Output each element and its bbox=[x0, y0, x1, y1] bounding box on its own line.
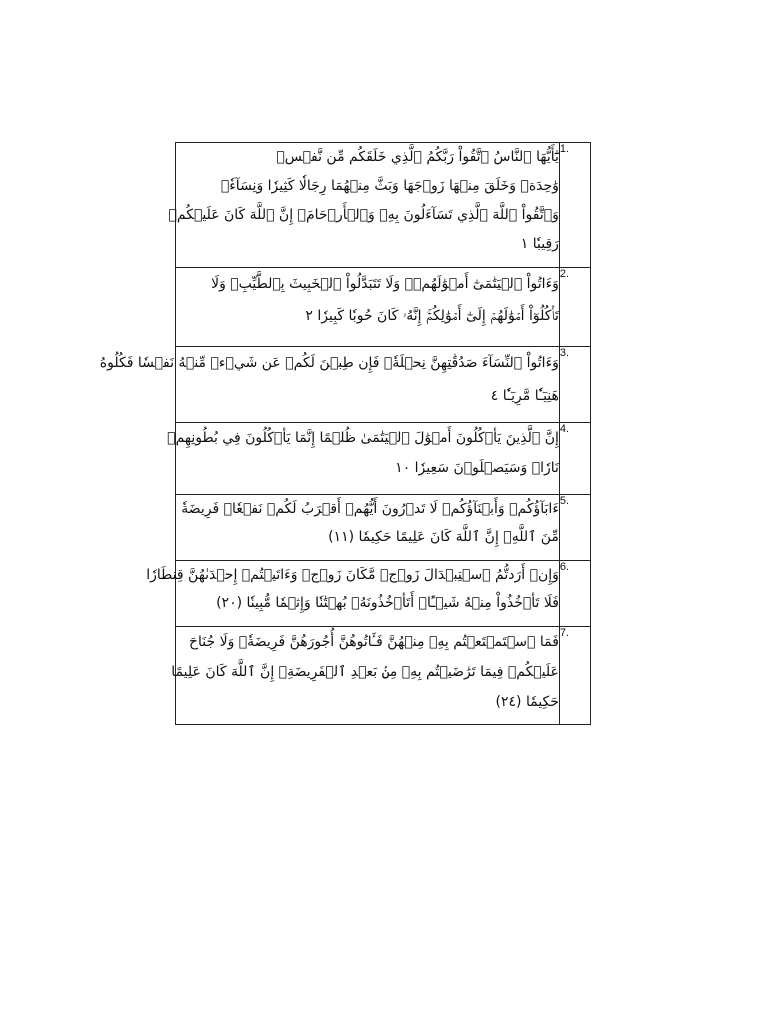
verse-row bbox=[176, 347, 591, 423]
verse-text-cell bbox=[99, 347, 560, 423]
verse-number-cell bbox=[559, 495, 590, 561]
verse-row bbox=[176, 143, 591, 268]
verse-number: 2. bbox=[559, 268, 570, 280]
verse-line: وَٰحِدَةٖ وَخَلَقَ مِنۡهَا زَوۡجَهَا وَبَثَّ مِنۡهُمَا رِجَالٗا كَثِيرٗا وَنِسَآءٗۚ bbox=[220, 178, 559, 194]
verse-text-cell bbox=[168, 143, 560, 268]
verse-table-body bbox=[99, 143, 591, 725]
verse-line: تَأۡكُلُوٓاْ أَمۡوَٰلَهُمۡ إِلَىٰٓ أَمۡوَٰلِكُمۡۚ إِنَّهُۥ كَانَ حُوبٗا كَبِيرٗا ٢ bbox=[305, 308, 559, 324]
verse-number: 4. bbox=[559, 423, 570, 435]
verse-text-cell bbox=[176, 495, 560, 561]
verse-line: رَقِيبٗا ١ bbox=[520, 236, 559, 252]
verse-line: وَإِنۡ أَرَدتُّمُ ٱسۡتِبۡدَالَ زَوۡجٖ مَّكَانَ زَوۡجٖ وَءَاتَيۡتُمۡ إِحۡدَىٰهُنَّ قِنطَارٗا bbox=[146, 567, 559, 583]
verse-row bbox=[176, 561, 591, 627]
verse-number-cell bbox=[559, 423, 590, 495]
verse-number: 5. bbox=[559, 495, 570, 507]
verse-table bbox=[99, 142, 591, 725]
verse-line: يَٰٓأَيُّهَا ٱلنَّاسُ ٱتَّقُواْ رَبَّكُمُ ٱلَّذِي خَلَقَكُم مِّن نَّفۡسٖ bbox=[276, 149, 559, 165]
verse-row bbox=[176, 627, 591, 725]
verse-line: هَنِيٓـٔٗا مَّرِيٓـٔٗا ٤ bbox=[490, 388, 559, 404]
verse-number: 1. bbox=[559, 143, 570, 155]
verse-line: وَءَاتُواْ ٱلنِّسَآءَ صَدُقَٰتِهِنَّ نِحۡلَةٗۚ فَإِن طِبۡنَ لَكُمۡ عَن شَيۡءٖ مِّنۡهُ نَفۡسٗا فَكُلُوهُ bbox=[99, 355, 559, 371]
verse-number-cell bbox=[559, 561, 590, 627]
verse-line: وَٱتَّقُواْ ٱللَّهَ ٱلَّذِي تَسَآءَلُونَ بِهِۦ وَٱلۡأَرۡحَامَۚ إِنَّ ٱللَّهَ كَانَ عَلَيۡكُمۡ bbox=[168, 207, 559, 223]
verse-line: مِّنَ ٱللَّهِۗ إِنَّ ٱللَّهَ كَانَ عَلِيمًا حَكِيمٗا (١١) bbox=[328, 529, 559, 545]
verse-number-cell bbox=[559, 143, 590, 268]
verse-line: نَارٗاۖ وَسَيَصۡلَوۡنَ سَعِيرٗا ١٠ bbox=[395, 460, 559, 476]
verse-number: 3. bbox=[559, 347, 570, 359]
verse-number-cell bbox=[559, 627, 590, 725]
verse-line: وَءَاتُواْ ٱلۡيَتَٰمَىٰٓ أَمۡوَٰلَهُمۡۖ وَلَا تَتَبَدَّلُواْ ٱلۡخَبِيثَ بِٱلطَّيِّبِۖ وَلَا bbox=[211, 276, 559, 292]
verse-number-cell bbox=[559, 268, 590, 347]
verse-line: فَلَا تَأۡخُذُواْ مِنۡهُ شَيۡـًٔاۚ أَتَأۡخُذُونَهُۥ بُهۡتَٰنٗا وَإِثۡمٗا مُّبِينٗا (٢٠) bbox=[216, 595, 559, 611]
verse-line: فَمَا ٱسۡتَمۡتَعۡتُم بِهِۦ مِنۡهُنَّ فَـَٔاتُوهُنَّ أُجُورَهُنَّ فَرِيضَةٗۚ وَلَا جُنَاحَ bbox=[188, 634, 559, 650]
verse-row bbox=[176, 268, 591, 347]
verse-line: حَكِيمٗا (٢٤) bbox=[495, 694, 559, 710]
verse-text-cell bbox=[167, 423, 560, 495]
verse-text-cell bbox=[146, 561, 560, 627]
verse-number-cell bbox=[559, 347, 590, 423]
verse-number: 7. bbox=[559, 627, 570, 639]
verse-text-cell bbox=[171, 627, 560, 725]
verse-line: عَلَيۡكُمۡ فِيمَا تَرَٰضَيۡتُم بِهِۦ مِنۢ بَعۡدِ ٱلۡفَرِيضَةِۚ إِنَّ ٱللَّهَ كَانَ عَلِيمًا bbox=[171, 664, 559, 680]
verse-number: 6. bbox=[559, 561, 570, 573]
verse-row bbox=[176, 423, 591, 495]
verse-text-cell bbox=[176, 268, 560, 347]
verse-line: إِنَّ ٱلَّذِينَ يَأۡكُلُونَ أَمۡوَٰلَ ٱلۡيَتَٰمَىٰ ظُلۡمًا إِنَّمَا يَأۡكُلُونَ فِي بُطُونِهِمۡ bbox=[167, 430, 559, 446]
verse-line: ءَابَآؤُكُمۡ وَأَبۡنَآؤُكُمۡ لَا تَدۡرُونَ أَيُّهُمۡ أَقۡرَبُ لَكُمۡ نَفۡعٗاۚ فَرِيضَةٗ bbox=[181, 501, 559, 517]
verse-row bbox=[176, 495, 591, 561]
